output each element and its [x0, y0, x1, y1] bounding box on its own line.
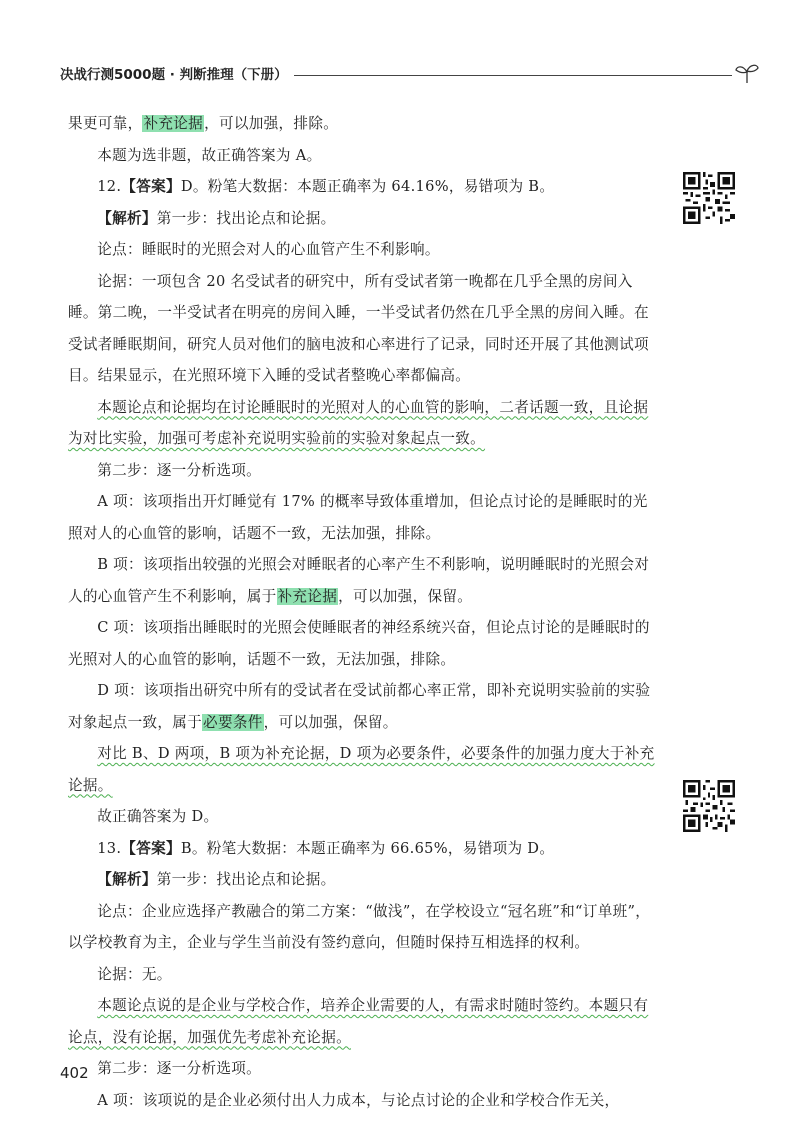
q13-analysis-line: 【解析】第一步：找出论点和论据。	[97, 871, 336, 888]
q12-compare: 对比 B、D 两项，B 项为补充论据，D 项为必要条件，必要条件的加强力度大于补充论据。	[68, 745, 655, 794]
q12-option-d: D 项：该项指出研究中所有的受试者在受试前都心率正常，即补充说明实验前的实验对象起点一致，属于必要条件，可以加强，保留。	[68, 682, 651, 731]
q12-final: 故正确答案为 D。	[97, 808, 219, 825]
q12-option-c: C 项：该项指出睡眠时的光照会使睡眠者的神经系统兴奋，但论点讨论的是睡眠时的光照对人的心血管的影响，话题不一致，无法加强，排除。	[68, 619, 650, 668]
answer-label: 【答案】	[121, 839, 181, 857]
sprout-icon	[734, 62, 760, 84]
header-rule	[294, 75, 732, 76]
answer-label: 【答案】	[121, 178, 181, 195]
analysis-label: 【解析】	[97, 871, 157, 888]
q12-option-b: B 项：该项指出较强的光照会对睡眠者的心率产生不利影响，说明睡眠时的光照会对人的心血管产生不利影响，属于补充论据，可以加强，保留。	[68, 556, 650, 605]
q13-option-a: A 项：该项说的是企业必须付出人力成本，与论点讨论的企业和学校合作无关，	[97, 1091, 620, 1109]
q13-point: 论点：企业应选择产教融合的第二方案：“做浅”，在学校设立“冠名班”和“订单班”，以学校教育为主，企业与学生当前没有签约意向，但随时保持互相选择的权利。	[68, 902, 651, 951]
header-title: 决战行测5000题 · 判断推理（下册）	[60, 67, 288, 83]
q12-option-a: A 项：该项指出开灯睡觉有 17% 的概率导致体重增加，但论点讨论的是睡眠时的光照对人的心血管的影响，话题不一致，无法加强，排除。	[68, 493, 648, 542]
page-body	[68, 108, 660, 1116]
analysis-label: 【解析】	[97, 209, 157, 227]
q12-step2: 第二步：逐一分析选项。	[97, 461, 262, 479]
paragraph: 果更可靠，补充论据，可以加强，排除。	[68, 115, 339, 132]
qr-code-icon[interactable]	[683, 780, 735, 832]
q13-conclusion: 本题论点说的是企业与学校合作，培养企业需要的人，有需求时随时签约。本题只有论点，没有论据，加强优先考虑补充论据。	[68, 997, 649, 1046]
qr-code-icon[interactable]	[683, 172, 735, 224]
page-number: 402	[60, 1064, 89, 1082]
highlight-necessary-condition: 必要条件	[203, 713, 263, 731]
q12-answer-line: 12.【答案】D。粉笔大数据：本题正确率为 64.16%，易错项为 B。	[97, 178, 555, 195]
q12-evidence: 论据：一项包含 20 名受试者的研究中，所有受试者第一晚都在几乎全黑的房间入睡。第二晚，一半受试者在明亮的房间入睡，一半受试者仍然在几乎全黑的房间入睡。在受试者睡眠期间，研究人员对他们的脑电波和心率进行了记录，同时还开展了其他测试项目。结果显示，在光照环境下入睡的受试者整晚心率都偏高。	[68, 272, 649, 384]
q13-step2: 第二步：逐一分析选项。	[97, 1060, 262, 1077]
highlight-supplement-evidence: 补充论据	[277, 587, 338, 605]
highlight-supplement-evidence: 补充论据	[143, 115, 204, 132]
q12-conclusion: 本题论点和论据均在讨论睡眠时的光照对人的心血管的影响，二者话题一致，且论据为对比实验，加强可考虑补充说明实验前的实验对象起点一致。	[68, 398, 649, 447]
q13-evidence: 论据：无。	[97, 965, 172, 983]
q12-point: 论点：睡眠时的光照会对人的心血管产生不利影响。	[97, 241, 440, 258]
q13-answer-line: 13.【答案】B。粉笔大数据：本题正确率为 66.65%，易错项为 D。	[97, 839, 555, 857]
paragraph: 本题为选非题，故正确答案为 A。	[97, 146, 322, 164]
running-header	[60, 60, 760, 86]
q12-analysis-line: 【解析】第一步：找出论点和论据。	[97, 209, 336, 227]
